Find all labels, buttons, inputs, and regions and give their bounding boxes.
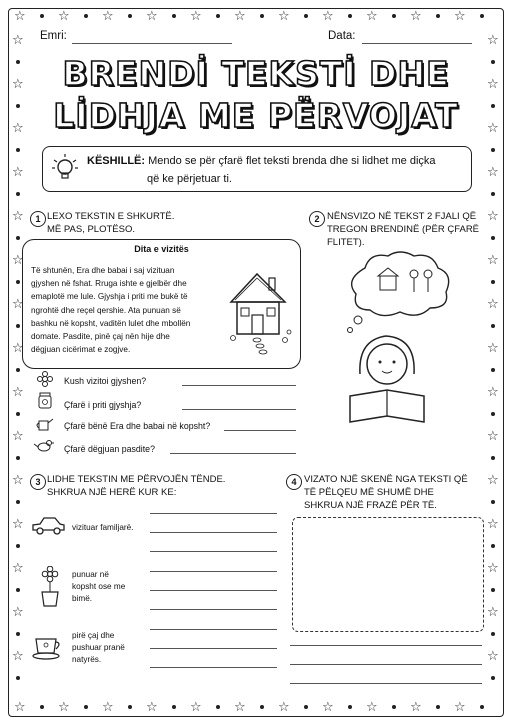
border-dot xyxy=(436,705,440,709)
star-icon: ☆ xyxy=(454,700,466,715)
border-dot xyxy=(172,14,176,18)
border-dot xyxy=(216,14,220,18)
item-3-line2: pushuar pranë xyxy=(72,643,125,652)
star-icon: ☆ xyxy=(278,700,290,715)
border-dot xyxy=(128,14,132,18)
star-icon: ☆ xyxy=(12,253,24,268)
item-3-line3: natyrës. xyxy=(72,655,102,664)
answer-line-4[interactable] xyxy=(170,453,296,454)
border-dot xyxy=(84,705,88,709)
star-icon: ☆ xyxy=(12,429,24,444)
star-icon: ☆ xyxy=(487,253,499,268)
star-icon: ☆ xyxy=(234,700,246,715)
flower-pot-icon xyxy=(38,566,62,608)
girl-reading-icon xyxy=(350,336,424,422)
thought-bubble-icon xyxy=(348,252,449,333)
star-icon: ☆ xyxy=(234,9,246,24)
item-1-line-c[interactable] xyxy=(150,551,277,552)
name-line[interactable] xyxy=(72,43,232,44)
border-dot xyxy=(16,632,20,636)
tip-text-line2: që ke përjetuar ti. xyxy=(147,173,232,185)
story-line: gjyshen në fshat. Rruga ishte e gjelbër dhe xyxy=(31,279,187,289)
section2-number: 2 xyxy=(309,211,325,227)
border-dot xyxy=(480,705,484,709)
star-icon: ☆ xyxy=(12,165,24,180)
item-2-line-b[interactable] xyxy=(150,590,277,591)
section2-title-line2: TREGON BRENDINË (PËR ÇFARË xyxy=(327,224,480,235)
border-dot xyxy=(491,544,495,548)
border-dot xyxy=(16,500,20,504)
star-icon: ☆ xyxy=(487,385,499,400)
star-icon: ☆ xyxy=(58,700,70,715)
section1-title-line2: MË PAS, PLOTËSO. xyxy=(47,224,135,235)
story-box xyxy=(22,239,301,369)
star-icon: ☆ xyxy=(487,429,499,444)
star-icon: ☆ xyxy=(12,77,24,92)
border-dot xyxy=(480,14,484,18)
question-3: Çfarë bënë Era dhe babai në kopsht? xyxy=(64,421,211,431)
bird-icon xyxy=(34,438,54,454)
item-2-line3: bimë. xyxy=(72,594,93,603)
star-icon: ☆ xyxy=(487,341,499,356)
question-1: Kush vizitoi gjyshen? xyxy=(64,376,147,386)
star-icon: ☆ xyxy=(12,209,24,224)
answer-line-3[interactable] xyxy=(224,430,296,431)
tip-box xyxy=(42,146,472,192)
border-dot xyxy=(16,676,20,680)
story-line: bashku në kopsht, vaditën lulet dhe mbollën xyxy=(31,318,191,328)
border-dot xyxy=(304,14,308,18)
star-icon: ☆ xyxy=(454,9,466,24)
border-dot xyxy=(16,280,20,284)
star-icon: ☆ xyxy=(487,33,499,48)
name-label: Emri: xyxy=(40,30,67,42)
question-2: Çfarë i priti gjyshja? xyxy=(64,400,142,410)
section3-number: 3 xyxy=(30,474,46,490)
star-icon: ☆ xyxy=(12,649,24,664)
border-dot xyxy=(40,14,44,18)
section4-title-line2: TË PËLQEU MË SHUMË DHE xyxy=(304,487,434,498)
star-icon: ☆ xyxy=(322,9,334,24)
star-icon: ☆ xyxy=(12,121,24,136)
story-line: Të shtunën, Era dhe babai i saj vizituan xyxy=(31,266,175,275)
border-dot xyxy=(491,236,495,240)
house-icon xyxy=(223,260,297,358)
border-dot xyxy=(491,148,495,152)
section2-title xyxy=(327,210,479,249)
star-icon: ☆ xyxy=(12,33,24,48)
star-icon: ☆ xyxy=(102,700,114,715)
border-dot xyxy=(16,148,20,152)
border-dot xyxy=(491,324,495,328)
star-icon: ☆ xyxy=(366,700,378,715)
item-3-line-c[interactable] xyxy=(150,667,277,668)
border-dot xyxy=(16,588,20,592)
section1-title-line1: LEXO TEKSTIN E SHKURTË. xyxy=(47,211,175,222)
border-dot xyxy=(491,280,495,284)
story-line: dëgjuan cicërimat e zogjve. xyxy=(31,345,131,355)
drawing-area[interactable] xyxy=(292,517,484,632)
star-icon: ☆ xyxy=(146,700,158,715)
page-title-line1: BRENDİ TEKSTİ DHE xyxy=(62,54,450,93)
tip-label: KËSHILLË: xyxy=(87,155,146,167)
page-title-line2: LİDHJA ME PËRVOJAT xyxy=(53,96,459,135)
story-line: domate. Pasdite, pinë çaj nën hije dhe xyxy=(31,332,170,342)
section3-title xyxy=(47,473,225,499)
date-label: Data: xyxy=(328,30,356,42)
border-dot xyxy=(40,705,44,709)
border-dot xyxy=(491,456,495,460)
star-icon: ☆ xyxy=(487,165,499,180)
border-dot xyxy=(172,705,176,709)
date-line[interactable] xyxy=(362,43,472,44)
border-dot xyxy=(16,324,20,328)
sentence-line-1[interactable] xyxy=(290,645,482,646)
section4-title xyxy=(304,473,468,512)
star-icon: ☆ xyxy=(487,649,499,664)
item-3-line-b[interactable] xyxy=(150,648,277,649)
border-dot xyxy=(260,705,264,709)
border-dot xyxy=(491,192,495,196)
item-3-line1: pirë çaj dhe xyxy=(72,631,115,640)
border-dot xyxy=(348,14,352,18)
section2-title-line3: FLITET). xyxy=(327,237,365,248)
star-icon: ☆ xyxy=(487,517,499,532)
star-icon: ☆ xyxy=(487,297,499,312)
border-dot xyxy=(216,705,220,709)
story-line: emaplotë me lule. Gjyshja i priti me bukë të xyxy=(31,292,188,302)
border-dot xyxy=(16,544,20,548)
border-dot xyxy=(16,236,20,240)
border-dot xyxy=(16,192,20,196)
star-icon: ☆ xyxy=(487,561,499,576)
star-icon: ☆ xyxy=(12,561,24,576)
border-dot xyxy=(348,705,352,709)
border-dot xyxy=(436,14,440,18)
border-dot xyxy=(304,705,308,709)
question-4: Çfarë dëgjuan pasdite? xyxy=(64,444,155,454)
border-dot xyxy=(491,588,495,592)
star-icon: ☆ xyxy=(322,700,334,715)
star-icon: ☆ xyxy=(12,605,24,620)
star-icon: ☆ xyxy=(12,473,24,488)
star-icon: ☆ xyxy=(190,700,202,715)
star-icon: ☆ xyxy=(487,605,499,620)
star-icon: ☆ xyxy=(410,9,422,24)
lightbulb-icon xyxy=(49,152,81,186)
story-line: ngrohtë dhe reçel qershie. Ata punuan së xyxy=(31,305,181,315)
border-dot xyxy=(260,14,264,18)
star-icon: ☆ xyxy=(487,209,499,224)
star-icon: ☆ xyxy=(410,700,422,715)
border-dot xyxy=(392,14,396,18)
item-1-line1: vizituar familjarë. xyxy=(72,523,134,532)
item-2-line1: punuar në xyxy=(72,570,109,579)
item-1-line-a[interactable] xyxy=(150,513,277,514)
section1-number: 1 xyxy=(30,211,46,227)
section3-title-line1: LIDHE TEKSTIN ME PËRVOJËN TËNDE. xyxy=(47,474,226,485)
border-dot xyxy=(16,456,20,460)
border-dot xyxy=(392,705,396,709)
section2-title-line1: NËNSVIZO NË TEKST 2 FJALI QË xyxy=(327,211,477,222)
story-text xyxy=(31,264,221,356)
item-2-line-c[interactable] xyxy=(150,609,277,610)
border-dot xyxy=(491,676,495,680)
star-icon: ☆ xyxy=(146,9,158,24)
star-icon: ☆ xyxy=(487,121,499,136)
star-icon: ☆ xyxy=(487,77,499,92)
star-icon: ☆ xyxy=(366,9,378,24)
star-icon: ☆ xyxy=(12,297,24,312)
story-title: Dita e vizitës xyxy=(134,244,189,254)
border-dot xyxy=(16,368,20,372)
border-dot xyxy=(491,412,495,416)
item-1-text xyxy=(72,522,133,534)
border-dot xyxy=(84,14,88,18)
jam-jar-icon xyxy=(37,392,53,410)
answer-line-1[interactable] xyxy=(182,385,296,386)
teacup-icon xyxy=(32,633,66,661)
star-icon: ☆ xyxy=(102,9,114,24)
star-icon: ☆ xyxy=(12,517,24,532)
item-3-line-a[interactable] xyxy=(150,629,277,630)
star-icon: ☆ xyxy=(14,700,26,715)
star-icon: ☆ xyxy=(487,473,499,488)
star-icon: ☆ xyxy=(14,9,26,24)
border-dot xyxy=(491,500,495,504)
flower-icon xyxy=(37,371,53,387)
section4-number: 4 xyxy=(286,474,302,490)
tip-text-line1: Mendo se për çfarë flet teksti brenda dhe si lidhet me diçka xyxy=(148,155,436,167)
car-icon xyxy=(30,515,66,537)
border-dot xyxy=(491,368,495,372)
star-icon: ☆ xyxy=(190,9,202,24)
item-2-line2: kopsht ose me xyxy=(72,582,126,591)
section4-title-line1: VIZATO NJË SKENË NGA TEKSTI QË xyxy=(304,474,468,485)
border-dot xyxy=(491,632,495,636)
section4-title-line3: SHKRUA NJË FRAZË PËR TË. xyxy=(304,500,437,511)
sentence-line-2[interactable] xyxy=(290,664,482,665)
section3-title-line2: SHKRUA NJË HERË KUR KE: xyxy=(47,487,177,498)
star-icon: ☆ xyxy=(12,341,24,356)
border-dot xyxy=(16,412,20,416)
item-2-text xyxy=(72,569,125,605)
border-dot xyxy=(128,705,132,709)
star-icon: ☆ xyxy=(12,385,24,400)
section1-title xyxy=(47,210,174,236)
watering-can-icon xyxy=(34,416,54,432)
item-1-line-b[interactable] xyxy=(150,532,277,533)
star-icon: ☆ xyxy=(278,9,290,24)
item-2-line-a[interactable] xyxy=(150,571,277,572)
sentence-line-3[interactable] xyxy=(290,683,482,684)
answer-line-2[interactable] xyxy=(182,409,296,410)
girl-reading-illustration xyxy=(320,248,460,426)
star-icon: ☆ xyxy=(58,9,70,24)
item-3-text xyxy=(72,630,125,666)
